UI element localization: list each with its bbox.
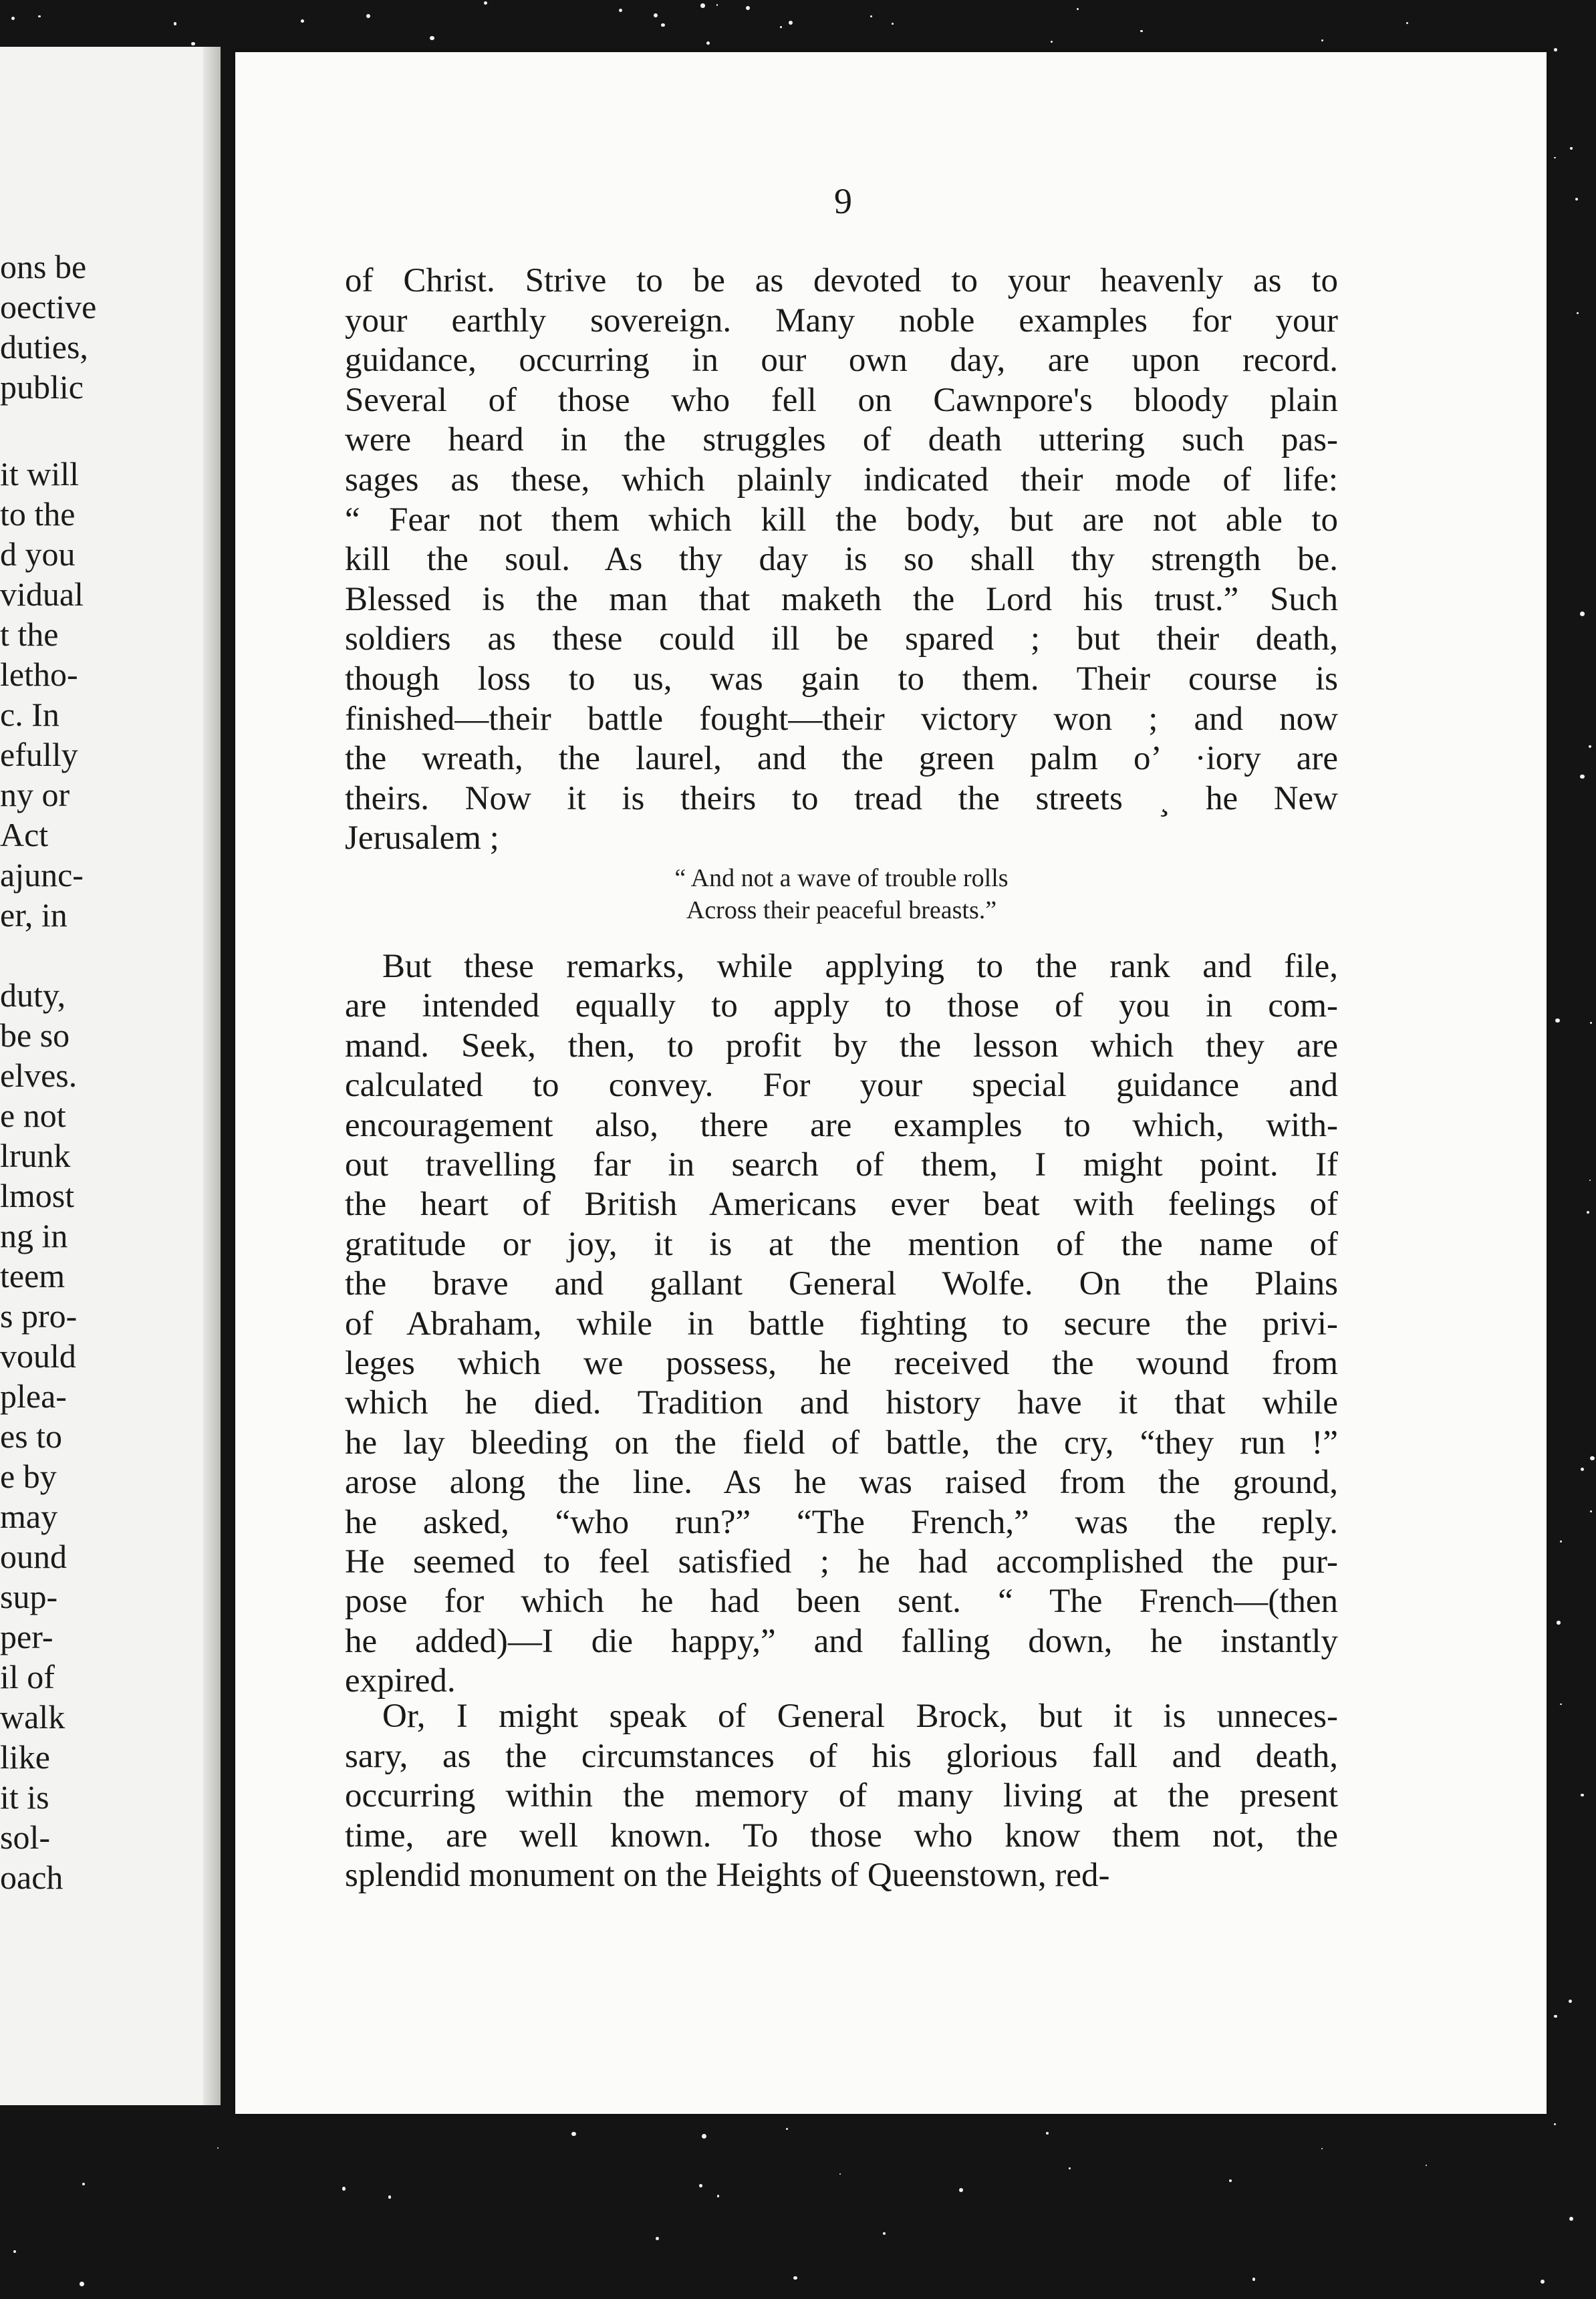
left-page-line: lrunk — [0, 1137, 71, 1174]
text-line: occurring within the memory of many living at the present — [345, 1777, 1338, 1814]
noise-speck — [786, 2128, 788, 2130]
noise-speck — [1580, 775, 1585, 779]
text-line: he added)—I die happy,” and falling down, he instantly — [345, 1623, 1338, 1660]
left-page-line: letho- — [0, 656, 78, 693]
noise-speck — [706, 41, 710, 45]
left-page-line: e not — [0, 1097, 66, 1134]
noise-speck — [484, 1, 487, 5]
noise-speck — [746, 6, 750, 10]
text-line: He seemed to feel satisfied ; he had accomplished the pur- — [345, 1543, 1338, 1581]
noise-speck — [1589, 1180, 1591, 1181]
text-line: leges which we possess, he received the wound from — [345, 1345, 1338, 1382]
text-line: are intended equally to apply to those of you in com- — [345, 987, 1338, 1025]
noise-speck — [699, 2184, 702, 2187]
left-page-line: ng in — [0, 1217, 68, 1254]
noise-speck — [1554, 2015, 1557, 2018]
text-line: calculated to convey. For your special guidance and — [345, 1067, 1338, 1104]
text-line: splendid monument on the Heights of Queenstown, red- — [345, 1857, 1110, 1894]
left-page-line: like — [0, 1738, 50, 1776]
left-page-line: lmost — [0, 1177, 75, 1214]
noise-speck — [1589, 745, 1591, 748]
left-page-line: vidual — [0, 575, 84, 613]
left-page-line: c. In — [0, 696, 59, 733]
text-line: arose along the line. As he was raised from the ground, — [345, 1464, 1338, 1501]
noise-speck — [870, 15, 872, 17]
left-page-line: plea- — [0, 1377, 67, 1415]
left-page-line: ajunc- — [0, 856, 84, 894]
noise-speck — [1590, 1456, 1594, 1460]
noise-speck — [174, 22, 176, 25]
noise-speck — [839, 2173, 841, 2175]
text-line: your earthly sovereign. Many noble examples for your — [345, 302, 1338, 340]
text-line: guidance, occurring in our own day, are upon record. — [345, 342, 1338, 379]
noise-speck — [1560, 1704, 1562, 1706]
noise-speck — [1406, 22, 1408, 24]
page-gutter — [203, 47, 221, 2105]
noise-speck — [661, 23, 665, 27]
text-line: he lay bleeding on the field of battle, the cry, “they run !” — [345, 1424, 1338, 1462]
noise-speck — [717, 2195, 719, 2197]
left-page-line: es to — [0, 1417, 63, 1455]
text-line: sages as these, which plainly indicated their mode of life: — [345, 461, 1338, 499]
noise-speck — [1229, 2179, 1232, 2182]
left-page-line: er, in — [0, 896, 68, 934]
noise-speck — [366, 14, 370, 18]
text-line: Several of those who fell on Cawnpore's bloody plain — [345, 382, 1338, 419]
noise-speck — [1570, 147, 1573, 150]
text-line: out travelling far in search of them, I might point. If — [345, 1146, 1338, 1184]
left-page-line: ny or — [0, 776, 70, 813]
text-line: mand. Seek, then, to profit by the lesson which they are — [345, 1027, 1338, 1065]
noise-speck — [1321, 2148, 1323, 2149]
noise-speck — [619, 9, 622, 12]
text-line: Or, I might speak of General Brock, but it is unneces- — [382, 1698, 1338, 1735]
text-line: were heard in the struggles of death uttering such pas- — [345, 421, 1338, 458]
noise-speck — [1555, 1019, 1560, 1023]
noise-speck — [959, 2188, 963, 2192]
left-page-line: it will — [0, 455, 80, 493]
left-page-line: per- — [0, 1618, 53, 1655]
text-line: which he died. Tradition and history have it that while — [345, 1384, 1338, 1422]
left-page-line: d you — [0, 535, 76, 573]
noise-speck — [1569, 2000, 1572, 2003]
noise-speck — [702, 2134, 706, 2139]
noise-speck — [11, 17, 15, 20]
noise-speck — [1554, 2123, 1556, 2125]
noise-speck — [301, 19, 304, 23]
text-line: though loss to us, was gain to them. Their course is — [345, 660, 1338, 698]
text-line: soldiers as these could ill be spared ; but their death, — [345, 620, 1338, 658]
noise-speck — [217, 2147, 219, 2149]
noise-speck — [1077, 8, 1079, 10]
text-line: of Abraham, while in battle fighting to secure the privi- — [345, 1305, 1338, 1343]
noise-speck — [1590, 1510, 1592, 1512]
noise-speck — [1581, 1468, 1584, 1471]
noise-speck — [1577, 312, 1579, 314]
left-page-line: ons be — [0, 248, 87, 285]
text-line: he asked, “who run?” “The French,” was the reply. — [345, 1504, 1338, 1541]
noise-speck — [654, 13, 658, 17]
noise-speck — [1046, 2132, 1049, 2135]
left-page-line: walk — [0, 1698, 65, 1736]
noise-speck — [1581, 1794, 1584, 1797]
text-line: gratitude or joy, it is at the mention of the name of — [345, 1226, 1338, 1263]
noise-speck — [191, 42, 194, 45]
noise-speck — [656, 2237, 659, 2240]
text-line: encouragement also, there are examples to which, with- — [345, 1107, 1338, 1144]
noise-speck — [388, 2195, 392, 2199]
noise-speck — [1557, 1621, 1560, 1624]
noise-speck — [1321, 39, 1323, 41]
noise-speck — [430, 36, 434, 40]
noise-speck — [1426, 2165, 1427, 2166]
left-page-line: Act — [0, 816, 49, 853]
noise-speck — [1587, 1211, 1589, 1214]
noise-speck — [1569, 2217, 1573, 2221]
verse-line: Across their peaceful breasts.” — [686, 896, 997, 924]
left-page-line: teem — [0, 1257, 65, 1295]
left-page-line: e by — [0, 1458, 57, 1495]
left-page-line: public — [0, 368, 84, 406]
left-page-line: vould — [0, 1337, 76, 1375]
left-page-line: may — [0, 1498, 58, 1535]
left-page-line: ound — [0, 1538, 67, 1575]
noise-speck — [38, 15, 41, 18]
text-line: Jerusalem ; — [345, 819, 499, 857]
noise-speck — [1554, 48, 1557, 51]
left-page-fragment — [0, 47, 221, 2105]
noise-speck — [1580, 612, 1585, 616]
text-line: of Christ. Strive to be as devoted to your heavenly as to — [345, 262, 1338, 299]
text-line: time, are well known. To those who know them not, the — [345, 1817, 1338, 1855]
left-page-line: oective — [0, 288, 97, 325]
text-line: But these remarks, while applying to the rank and file, — [382, 948, 1338, 985]
noise-speck — [780, 26, 782, 28]
noise-speck — [1560, 1540, 1562, 1542]
text-line: the wreath, the laurel, and the green palm o’ ·iory are — [345, 740, 1338, 777]
noise-speck — [1590, 1022, 1592, 1024]
text-line: expired. — [345, 1662, 456, 1700]
noise-speck — [1051, 41, 1053, 43]
page-number: 9 — [834, 181, 852, 221]
text-line: finished—their battle fought—their victory won ; and now — [345, 700, 1338, 738]
left-page-line: sup- — [0, 1578, 58, 1615]
left-page-line: oach — [0, 1859, 63, 1896]
text-line: Blessed is the man that maketh the Lord his trust.” Such — [345, 581, 1338, 618]
noise-speck — [1554, 157, 1556, 159]
left-page-line: t the — [0, 616, 59, 653]
noise-speck — [1541, 2280, 1545, 2284]
noise-speck — [716, 4, 718, 5]
noise-speck — [1575, 198, 1578, 200]
left-page-line: duties, — [0, 328, 88, 366]
text-line: theirs. Now it is theirs to tread the streets ¸ he New — [345, 780, 1338, 817]
noise-speck — [80, 2282, 84, 2286]
noise-speck — [1252, 2278, 1256, 2281]
left-page-line: il of — [0, 1658, 55, 1696]
noise-speck — [82, 2183, 85, 2185]
left-page-line: sol- — [0, 1818, 50, 1856]
noise-speck — [1069, 2167, 1071, 2169]
text-line: “ Fear not them which kill the body, but are not able to — [345, 501, 1338, 539]
verse-line: “ And not a wave of trouble rolls — [674, 864, 1009, 892]
noise-speck — [892, 23, 894, 25]
text-line: pose for which he had been sent. “ The French—(then — [345, 1583, 1338, 1620]
left-page-line: s pro- — [0, 1297, 78, 1335]
noise-speck — [793, 2276, 797, 2280]
text-line: the brave and gallant General Wolfe. On the Plains — [345, 1265, 1338, 1303]
left-page-line: efully — [0, 736, 78, 773]
noise-speck — [883, 2232, 886, 2235]
left-page-line: to the — [0, 495, 76, 533]
noise-speck — [571, 2132, 575, 2136]
text-line: sary, as the circumstances of his glorious fall and death, — [345, 1738, 1338, 1775]
left-page-line: duty, — [0, 976, 66, 1014]
left-page-line: elves. — [0, 1057, 78, 1094]
noise-speck — [1140, 30, 1142, 32]
left-page-line: be so — [0, 1017, 70, 1054]
noise-speck — [789, 21, 793, 25]
noise-speck — [13, 2250, 16, 2253]
text-line: the heart of British Americans ever beat with feelings of — [345, 1186, 1338, 1223]
text-line: kill the soul. As thy day is so shall thy strength be. — [345, 541, 1338, 578]
left-page-line: it is — [0, 1778, 49, 1816]
noise-speck — [342, 2187, 346, 2190]
noise-speck — [700, 3, 705, 8]
